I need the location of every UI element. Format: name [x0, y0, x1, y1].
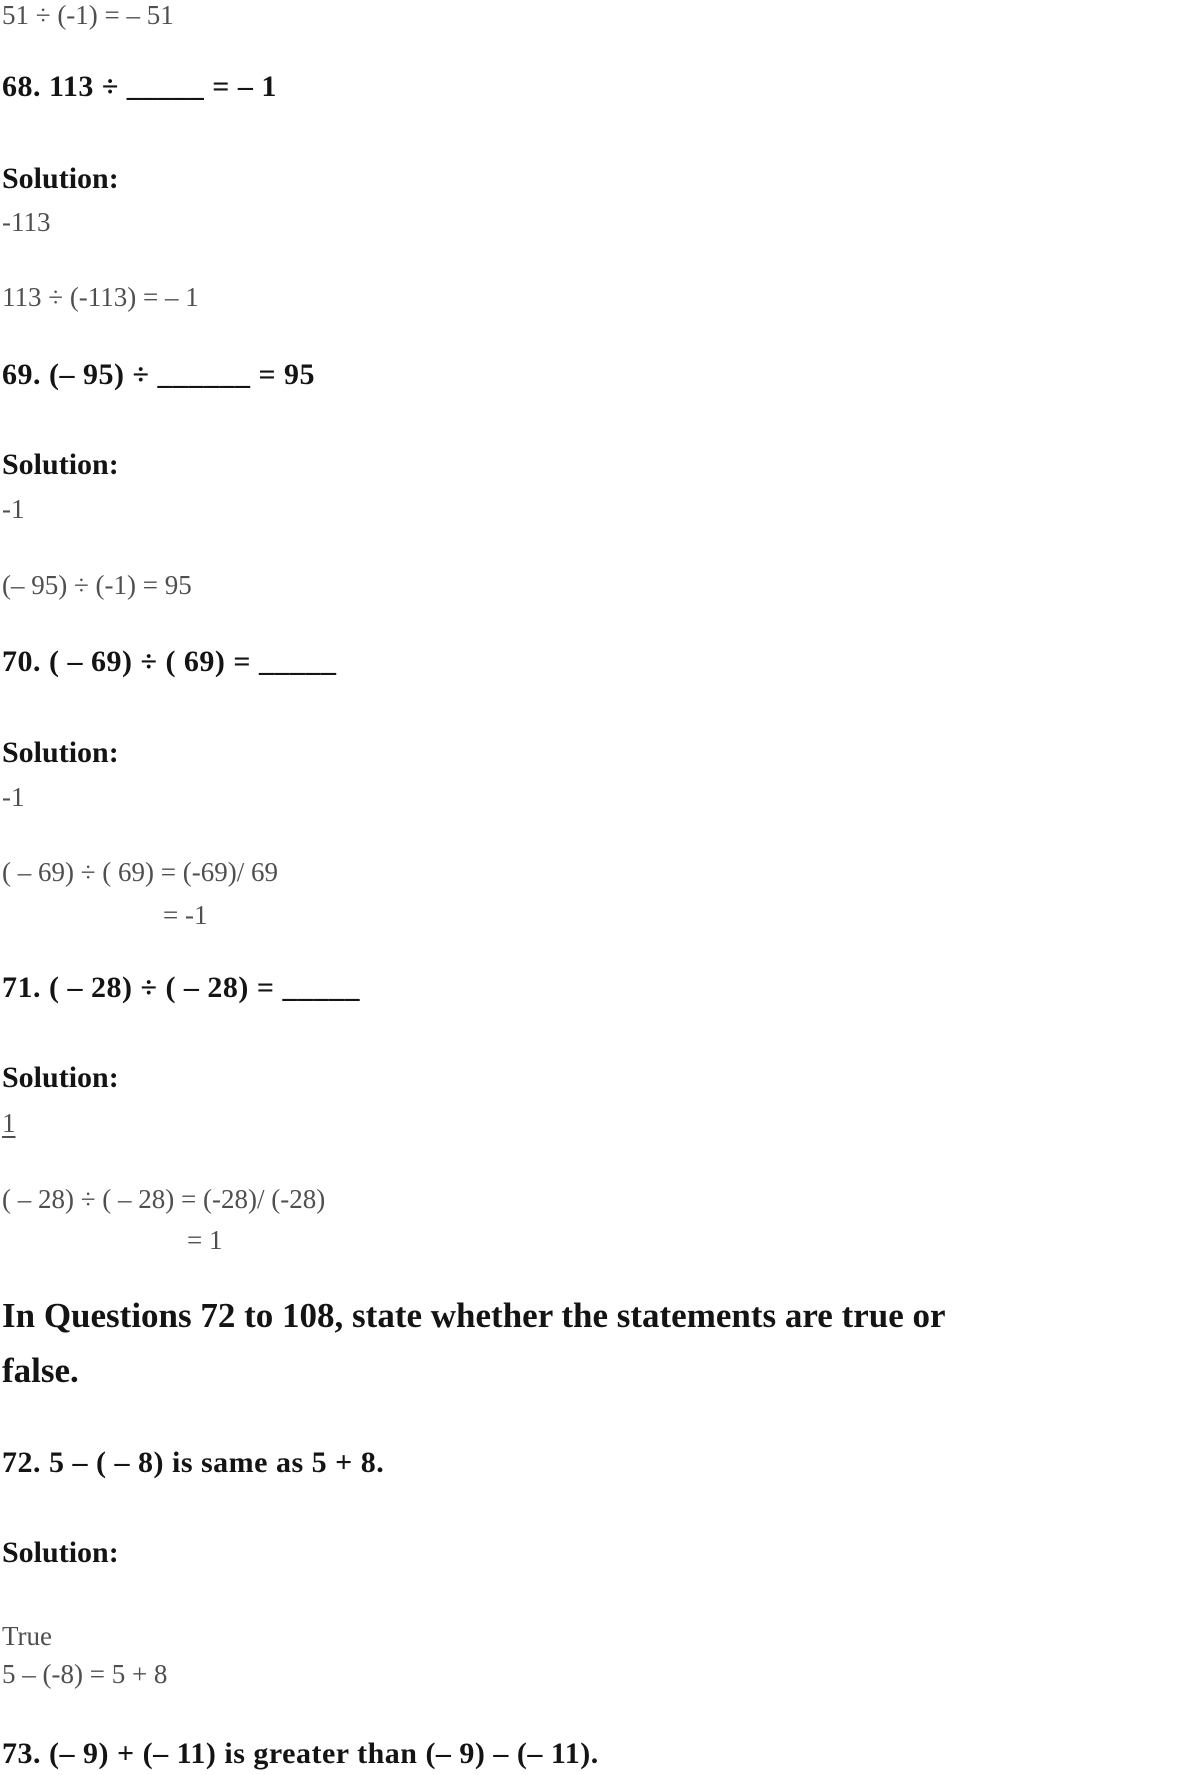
question-70: 70. ( – 69) ÷ ( 69) = _____ [2, 645, 337, 678]
answer-value: -1 [2, 494, 25, 524]
equation-line: ( – 28) ÷ ( – 28) = (-28)/ (-28) [2, 1184, 326, 1214]
question-72: 72. 5 – ( – 8) is same as 5 + 8. [2, 1446, 385, 1479]
equation-line: 51 ÷ (-1) = – 51 [2, 0, 174, 30]
answer-value: -113 [2, 207, 51, 237]
equation-line: (– 95) ÷ (-1) = 95 [2, 570, 192, 600]
question-73: 73. (– 9) + (– 11) is greater than (– 9) – (– 11). [2, 1737, 599, 1770]
answer-value: True [2, 1621, 53, 1651]
equation-line: 5 – (-8) = 5 + 8 [2, 1659, 168, 1689]
equation-continuation: = 1 [187, 1225, 223, 1255]
section-heading-line-2: false. [2, 1351, 79, 1390]
solution-label: Solution: [2, 448, 119, 481]
question-71: 71. ( – 28) ÷ ( – 28) = _____ [2, 971, 361, 1004]
equation-continuation: = -1 [163, 900, 208, 930]
solution-label: Solution: [2, 1536, 119, 1569]
solution-label: Solution: [2, 162, 119, 195]
question-68: 68. 113 ÷ _____ = – 1 [2, 70, 277, 103]
answer-value: -1 [2, 782, 25, 812]
solution-label: Solution: [2, 1061, 119, 1094]
answer-value: 1 [2, 1108, 16, 1138]
section-heading-line-1: In Questions 72 to 108, state whether the statements are true or [2, 1296, 946, 1335]
question-69: 69. (– 95) ÷ ______ = 95 [2, 358, 316, 391]
equation-line: 113 ÷ (-113) = – 1 [2, 282, 199, 312]
solution-label: Solution: [2, 736, 119, 769]
equation-line: ( – 69) ÷ ( 69) = (-69)/ 69 [2, 857, 278, 887]
